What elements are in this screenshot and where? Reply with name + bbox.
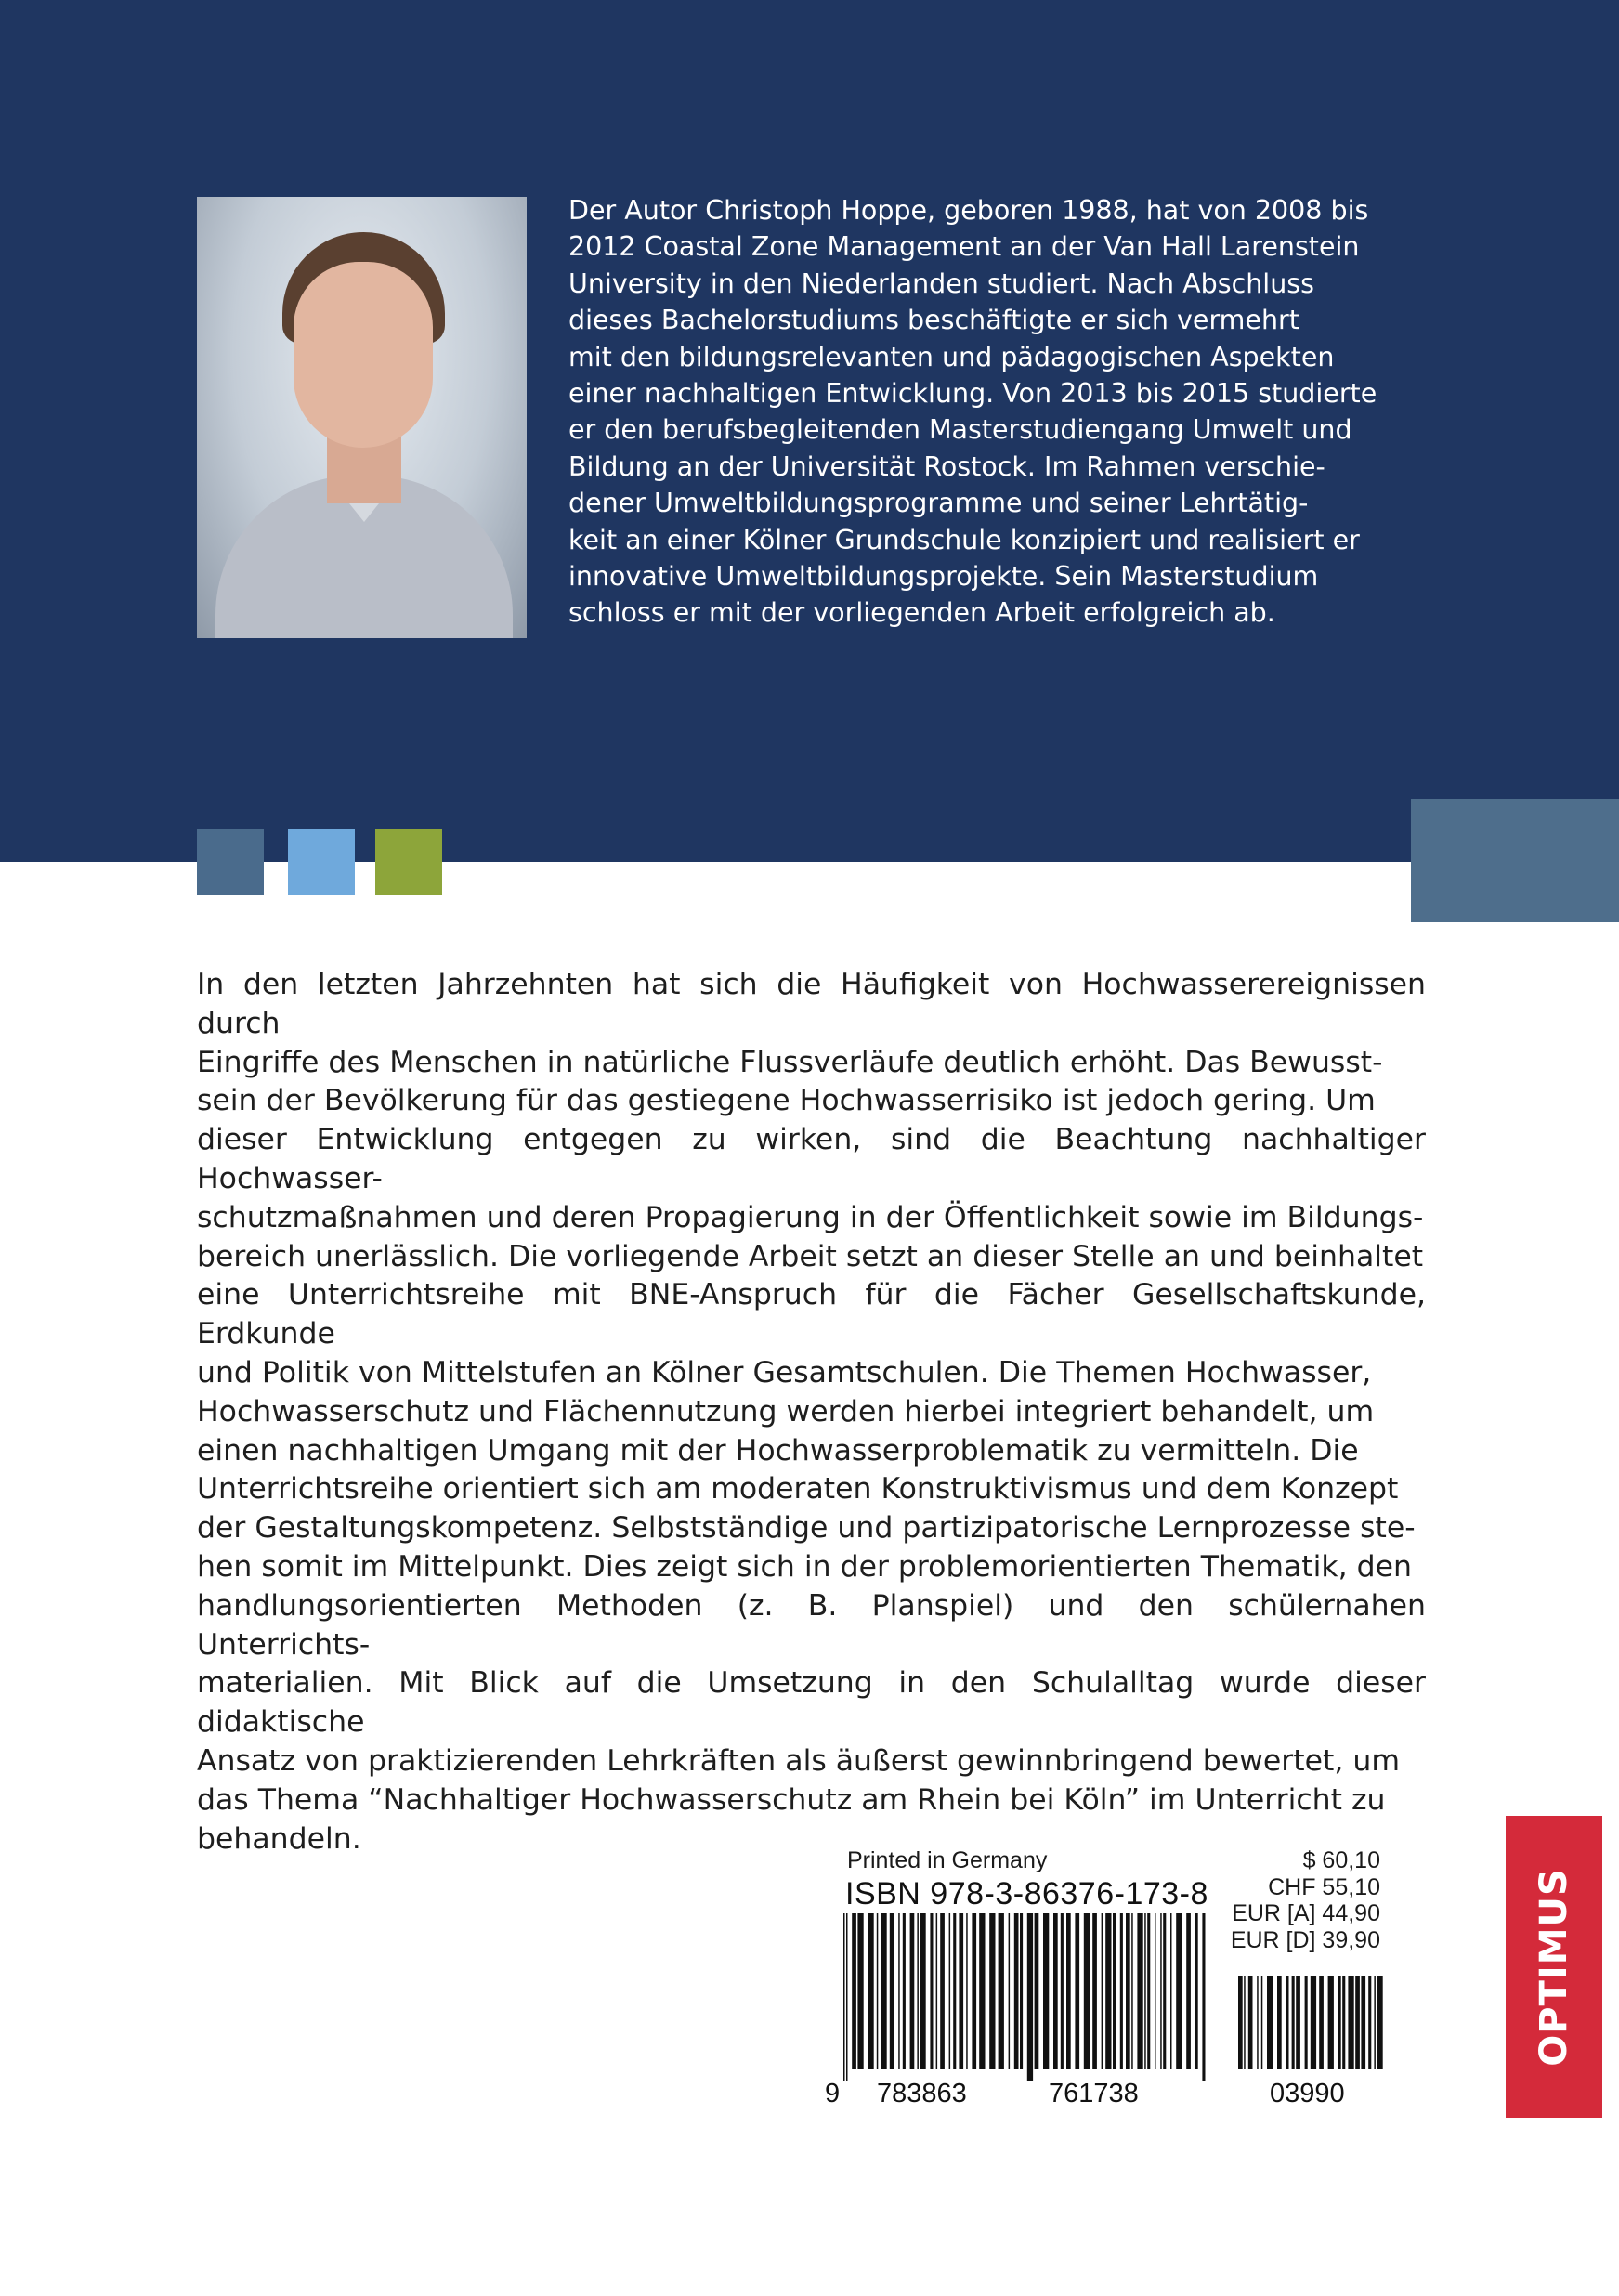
barcode-bar bbox=[920, 1913, 925, 2069]
barcode-bar bbox=[1053, 1913, 1058, 2069]
author-photo bbox=[197, 197, 527, 638]
accent-square bbox=[197, 829, 264, 895]
barcode-bar bbox=[1102, 1913, 1103, 2069]
barcode-bar bbox=[979, 1913, 985, 2069]
barcode-bar bbox=[1257, 1976, 1259, 2069]
barcode-bar bbox=[1120, 1913, 1123, 2069]
barcode-bar bbox=[966, 1913, 968, 2069]
barcode-bar bbox=[1286, 1976, 1288, 2069]
barcode-bar bbox=[1075, 1913, 1079, 2069]
barcode-bar bbox=[877, 1913, 879, 2069]
barcode-bar bbox=[930, 1913, 933, 2069]
barcode-bar bbox=[1248, 1976, 1253, 2069]
barcode-bar bbox=[1186, 1913, 1191, 2069]
price-list bbox=[1231, 1847, 1380, 1953]
barcode-bar bbox=[1277, 1976, 1282, 2069]
barcode-bar bbox=[1170, 1913, 1172, 2069]
barcode-bar bbox=[1355, 1976, 1360, 2069]
barcode-bar bbox=[1163, 1913, 1166, 2069]
barcode-bar bbox=[1348, 1976, 1353, 2069]
barcode-bar bbox=[1105, 1913, 1111, 2069]
barcode-bar bbox=[843, 1913, 845, 2081]
barcode-bar bbox=[1195, 1913, 1198, 2069]
barcode-bar bbox=[1292, 1976, 1295, 2069]
barcode-bar bbox=[1137, 1913, 1142, 2069]
barcode-bar bbox=[1361, 1976, 1365, 2069]
barcode-bar bbox=[1035, 1913, 1039, 2069]
barcode-bar bbox=[1374, 1976, 1376, 2069]
corner-block bbox=[1411, 799, 1619, 922]
barcode-bar bbox=[1113, 1913, 1116, 2069]
barcode-bar bbox=[868, 1913, 873, 2069]
barcode-left-digits: 783863 bbox=[877, 2079, 967, 2108]
barcode-addon-digits: 03990 bbox=[1270, 2079, 1345, 2108]
barcode-bar bbox=[1328, 1976, 1334, 2069]
barcode-lead-digit: 9 bbox=[825, 2079, 841, 2108]
barcode-bar bbox=[1342, 1976, 1345, 2069]
barcode-bar bbox=[1061, 1913, 1064, 2069]
addon-barcode bbox=[1238, 1976, 1389, 2081]
barcode-bar bbox=[1144, 1913, 1146, 2069]
barcode-bar bbox=[953, 1913, 956, 2069]
barcode-bar bbox=[1261, 1976, 1263, 2069]
barcode-bar bbox=[1338, 1976, 1341, 2069]
accent-square bbox=[288, 829, 355, 895]
barcode-bar bbox=[940, 1913, 945, 2069]
barcode-bar bbox=[1319, 1976, 1324, 2069]
barcode-bar bbox=[989, 1913, 995, 2069]
author-bio: Der Autor Christoph Hoppe, geboren 1988, hat von 2008 bis 2012 Coastal Zone Management an der Van Hall Larenstein University in den Niederlanden studiert. Nach Abschluss dieses Bachelorstudiums beschäftigte er sich vermehrt mit den bildungsrelevanten und pädagogischen Aspekten einer nachhaltigen Entwicklung. Von 2013 bis 2015 studierte er den berufsbegleitenden Masterstudiengang Umwelt und Bildung an der Universität Rostock. Im Rahmen verschie- dener Umweltbildungsprogramme und seiner Lehrtätig- keit an einer Kölner Grundschule konzipiert und realisiert er innovative Umweltbildungsprojekte. Sein Masterstudium schloss er mit der vorliegenden Arbeit erfolgreich ab. bbox=[568, 195, 1377, 629]
barcode-right-digits: 761738 bbox=[1049, 2079, 1139, 2108]
barcode-bar bbox=[1009, 1913, 1011, 2069]
barcode-bar bbox=[846, 1913, 848, 2081]
isbn-label: ISBN 978-3-86376-173-8 bbox=[845, 1876, 1208, 1911]
barcode-bar bbox=[1377, 1976, 1382, 2069]
barcode-bar bbox=[1238, 1976, 1243, 2069]
barcode-bar bbox=[1267, 1976, 1273, 2069]
barcode-bar bbox=[1296, 1976, 1300, 2069]
barcode-bar bbox=[999, 1913, 1004, 2069]
barcode-bar bbox=[910, 1913, 915, 2069]
barcode-bar bbox=[1084, 1913, 1090, 2069]
barcode-bar bbox=[1014, 1913, 1019, 2069]
accent-square bbox=[375, 829, 442, 895]
barcode-bar bbox=[890, 1913, 894, 2069]
barcode-bar bbox=[1147, 1913, 1150, 2069]
barcode-bar bbox=[1244, 1976, 1246, 2069]
barcode-bar bbox=[1368, 1976, 1371, 2069]
ean-barcode bbox=[843, 1913, 1210, 2081]
publisher-tab bbox=[1506, 1816, 1602, 2118]
barcode-bar bbox=[1160, 1913, 1162, 2069]
barcode-bar bbox=[1202, 1913, 1205, 2081]
barcode-bar bbox=[1027, 1913, 1033, 2081]
photo-face bbox=[294, 262, 433, 448]
barcode-bar bbox=[857, 1913, 863, 2069]
barcode-bar bbox=[852, 1913, 856, 2069]
barcode-bar bbox=[972, 1913, 976, 2069]
barcode-bar bbox=[1043, 1913, 1049, 2069]
barcode-bar bbox=[1311, 1976, 1316, 2069]
printed-in-label: Printed in Germany bbox=[847, 1847, 1048, 1873]
barcode-bar bbox=[1305, 1976, 1308, 2069]
barcode-bar bbox=[1020, 1913, 1023, 2069]
price-eur-d: EUR [D] 39,90 bbox=[1230, 1926, 1380, 1953]
barcode-bar bbox=[1126, 1913, 1130, 2069]
price-usd: $ 60,10 bbox=[1302, 1847, 1380, 1873]
barcode-bar bbox=[898, 1913, 900, 2069]
publisher-logo-text: OPTIMUS bbox=[1533, 1867, 1575, 2067]
book-description: In den letzten Jahrzehnten hat sich die Häufigkeit von Hochwasserereignissen durch Eingriffe des Menschen in natürliche Flussverläufe deutlich erhöht. Das Bewusst- sein der Bevölkerung für das gestiegene Hochwasserrisiko ist jedoch gering. Um dieser Entwicklung entgegen zu wirken, sind die Beachtung nachhaltiger Hochwasser- schutzmaßnahmen und deren Propagierung in der Öffentlichkeit sowie im Bildungs- bereich unerlässlich. Die vorliegende Arbeit setzt an dieser Stelle an und beinhaltet eine Unterrichtsreihe mit BNE-Anspruch für die Fächer Gesellschaftskunde, Erdkunde und Politik von Mittelstufen an Kölner Gesamtschulen. Die Themen Hochwasser, Hochwasserschutz und Flächennutzung werden hierbei integriert behandelt, um einen nachhaltigen Umgang mit der Hochwasserproblematik zu vermitteln. Die Unterrichtsreihe orientiert sich am moderaten Konstruktivismus und dem Konzept der Gestaltungskompetenz. Selbstständige und partizipatorische Lernprozesse ste- hen somit im Mittelpunkt. Dies zeigt sich in der problemorientierten Thematik, den handlungsorientierten Methoden (z. B. Planspiel) und den schülernahen Unterrichts- materialien. Mit Blick auf die Umsetzung in den Schulalltag wurde dieser didaktische Ansatz von praktizierenden Lehrkräften als äußerst gewinnbringend bewertet, um das Thema “Nachhaltiger Hochwasserschutz am Rhein bei Köln” im Unterricht zu behandeln. bbox=[197, 968, 1426, 1856]
barcode-bar bbox=[1131, 1913, 1133, 2069]
price-chf: CHF 55,10 bbox=[1268, 1873, 1380, 1900]
barcode-bar bbox=[903, 1913, 906, 2069]
barcode-bar bbox=[949, 1913, 951, 2069]
barcode-bar bbox=[959, 1913, 963, 2069]
barcode-bar bbox=[1176, 1913, 1182, 2069]
barcode-bar bbox=[1066, 1913, 1071, 2069]
price-eur-a: EUR [A] 44,90 bbox=[1232, 1900, 1380, 1926]
barcode-bar bbox=[1092, 1913, 1097, 2069]
barcode-bar bbox=[881, 1913, 886, 2069]
barcode-bar bbox=[1155, 1913, 1156, 2069]
barcode-bar bbox=[917, 1913, 919, 2069]
barcode-bar bbox=[936, 1913, 938, 2069]
